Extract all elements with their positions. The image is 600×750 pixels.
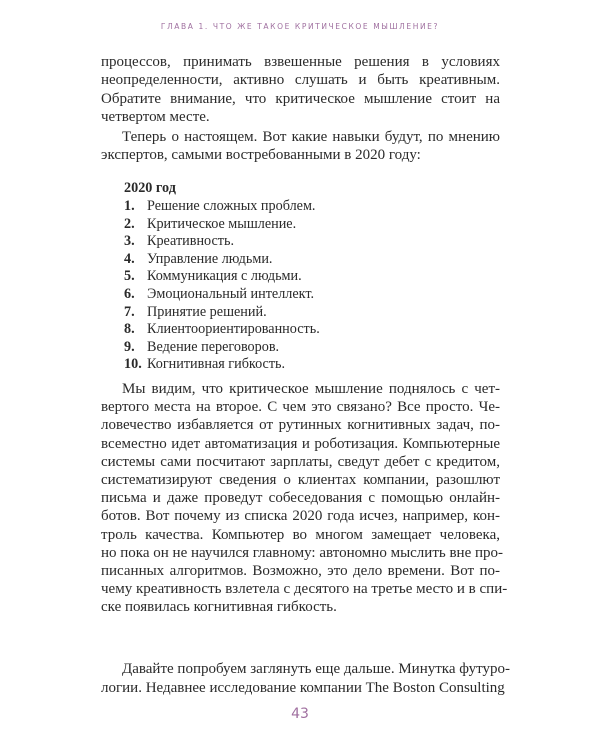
list-number: 7. xyxy=(124,303,135,320)
text-line: ловечество избавляется от рутинных когнитивных задач, по- xyxy=(101,417,500,434)
list-number: 8. xyxy=(124,321,135,338)
text-line: чему креативность взлетела с десятого на третье место и в спи- xyxy=(101,581,508,598)
list-item xyxy=(124,268,302,285)
text-line: но пока он не научился главному: автономно мыслить вне про- xyxy=(101,544,504,561)
list-text: Принятие решений. xyxy=(147,303,267,320)
text-line: троль качества. Компьютер во многом замещает человека, xyxy=(101,526,500,543)
list-text: Решение сложных проблем. xyxy=(147,198,316,214)
list-number: 6. xyxy=(124,286,135,302)
list-item xyxy=(124,321,320,338)
list-item xyxy=(124,198,315,215)
text-line: процессов, принимать взвешенные решения в условиях xyxy=(101,54,500,70)
list-number: 4. xyxy=(124,250,135,267)
page-number: 43 xyxy=(291,706,309,722)
list-item xyxy=(124,286,314,303)
text-line: ске появилась когнитивная гибкость. xyxy=(101,599,337,616)
text-line: писанных алгоритмов. Возможно, это дело времени. Вот по- xyxy=(101,563,500,579)
text-line: ботов. Вот почему из списка 2020 года исчез, например, кон- xyxy=(101,508,500,525)
text-line: вертого места на второе. С чем это связано? Все просто. Че- xyxy=(101,399,500,416)
list-title: 2020 год xyxy=(124,180,176,196)
text-line: Теперь о настоящем. Вот какие навыки будут, по мнению xyxy=(122,129,500,145)
text-line: Давайте попробуем заглянуть еще дальше. Минутка футуро- xyxy=(122,661,510,677)
list-item xyxy=(124,304,267,321)
list-item xyxy=(124,356,285,373)
text-line: Мы видим, что критическое мышление поднялось с чет- xyxy=(122,381,500,397)
list-text: Ведение переговоров. xyxy=(147,338,280,355)
list-number: 9. xyxy=(124,338,135,355)
text-line: экспертов, самыми востребованными в 2020 году: xyxy=(101,147,421,164)
text-line: Обратите внимание, что критическое мышление стоит на xyxy=(101,90,500,107)
list-number: 1. xyxy=(124,198,135,214)
list-item xyxy=(124,233,234,250)
list-text: Критическое мышление. xyxy=(147,215,297,232)
text-line: письма и даже проведут собеседования с помощью онлайн- xyxy=(101,490,500,507)
list-text: Коммуникация с людьми. xyxy=(147,268,302,285)
text-line: системы сами посчитают зарплаты, сведут дебет с кредитом, xyxy=(101,453,500,470)
list-text: Управление людьми. xyxy=(147,250,273,267)
list-number: 2. xyxy=(124,215,135,232)
list-item xyxy=(124,251,272,268)
list-text: Эмоциональный интеллект. xyxy=(147,286,315,302)
running-header: ГЛАВА 1. ЧТО ЖЕ ТАКОЕ КРИТИЧЕСКОЕ МЫШЛЕНИЕ? xyxy=(160,22,440,31)
text-line: систематизируют сведения о клиентах компании, разошлют xyxy=(101,472,500,488)
list-number: 3. xyxy=(124,233,135,250)
list-number: 5. xyxy=(124,268,135,285)
list-item xyxy=(124,339,279,356)
list-number: 10. xyxy=(124,356,142,373)
list-text: Когнитивная гибкость. xyxy=(147,356,286,373)
list-text: Креативность. xyxy=(147,233,235,250)
text-line: неопределенности, активно слушать и быть креативным. xyxy=(101,72,500,89)
list-item xyxy=(124,216,296,233)
text-line: всеместно идет автоматизация и роботизация. Компьютерные xyxy=(101,435,500,452)
list-text: Клиентоориентированность. xyxy=(147,321,320,338)
text-line: логии. Недавнее исследование компании The Boston Consulting xyxy=(101,679,505,696)
text-line: четвертом месте. xyxy=(101,108,210,125)
